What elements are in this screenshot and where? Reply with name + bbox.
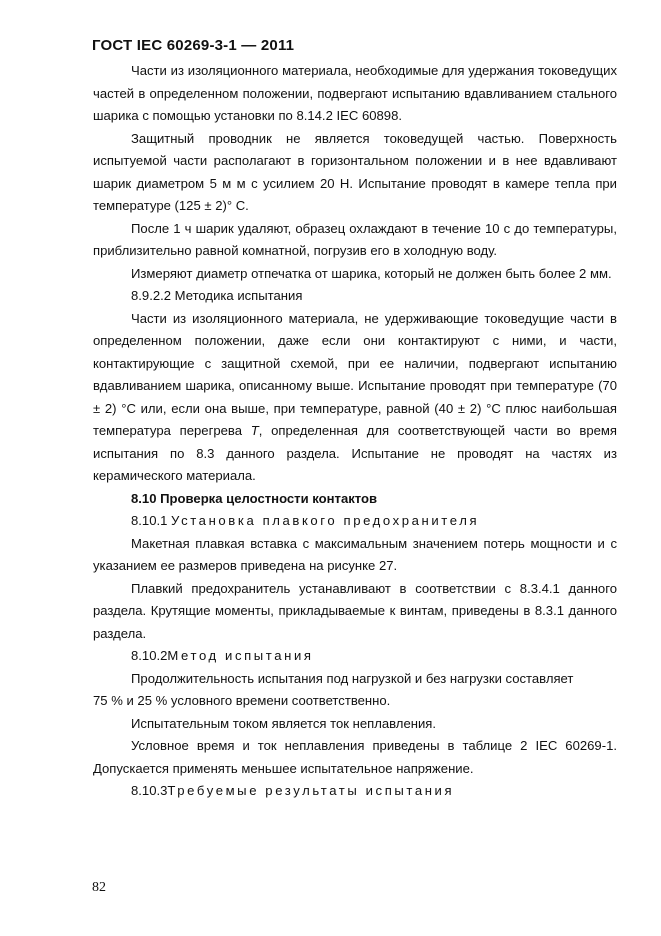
section-heading-8-9-2-2: 8.9.2.2 Методика испытания: [131, 288, 303, 303]
paragraph: Защитный проводник не является токоведущей частью. Поверхность испытуемой части располагают в горизонтальном положении и в нее вдавливают шарик диаметром 5 м м с усилием 20 Н. Испытание проводят в камере тепла при температуре (125 ± 2)° С.: [93, 130, 617, 213]
section-title: Метод испытания: [167, 648, 314, 663]
section-heading-8-10-2: [93, 645, 617, 668]
paragraph: Продолжительность испытания под нагрузкой и без нагрузки составляет: [131, 670, 574, 686]
section-number: 8.10.3: [131, 783, 168, 798]
section-heading-8-10: 8.10 Проверка целостности контактов: [131, 490, 378, 506]
document-body: [93, 60, 617, 803]
page-number: 82: [92, 880, 106, 895]
section-heading-8-10-3: [93, 780, 617, 803]
section-heading-8-10-1: [93, 510, 617, 533]
paragraph: Испытательным током является ток неплавления.: [131, 715, 436, 731]
symbol-t: T: [250, 423, 259, 438]
paragraph: Части из изоляционного материала, необходимые для удержания токоведущих частей в определенном положении, подвергают испытанию вдавливанием стального шарика с помощью установки по 8.14.2 IEC 60898.: [93, 63, 617, 123]
paragraph: 75 % и 25 % условного времени соответственно.: [93, 693, 391, 708]
paragraph: Измеряют диаметр отпечатка от шарика, который не должен быть более 2 мм.: [131, 265, 612, 281]
document-header: ГОСТ IEC 60269-3-1 — 2011: [92, 37, 295, 54]
paragraph: Макетная плавкая вставка с максимальным значением потерь мощности и с указанием ее размеров приведена на рисунке 27.: [93, 535, 617, 573]
paragraph-text: , определенная для соответствующей части во время испытания по 8.3 данного раздела. Испытание не проводят на частях из керамического материала.: [93, 423, 617, 483]
paragraph-text: Части из изоляционного материала, не удерживающие токоведущие части в определенном положении, даже если они контактируют с ними, и части, контактирующие с защитной схемой, при ее наличии, подвергают испытанию вдавливанием шарика, описанному выше. Испытание проводят при температуре (70 ± 2) °С или, если она выше, при температуре, равной (40 ± 2) °С плюс наибольшая температура перегрева: [93, 310, 617, 438]
paragraph: Условное время и ток неплавления приведены в таблице 2 IEC 60269-1. Допускается применять меньшее испытательное напряжение.: [93, 738, 617, 776]
section-number: 8.10.2: [131, 648, 168, 663]
paragraph: Плавкий предохранитель устанавливают в соответствии с 8.3.4.1 данного раздела. Крутящие моменты, прикладываемые к винтам, приведены в 8.3.1 данного раздела.: [93, 580, 617, 641]
paragraph: [93, 308, 617, 488]
section-title: Требуемые результаты испытания: [167, 783, 455, 798]
section-title: Установка плавкого предохранителя: [171, 513, 480, 528]
paragraph: После 1 ч шарик удаляют, образец охлаждают в течение 10 с до температуры, приблизительно равной комнатной, погрузив его в холодную воду.: [93, 220, 617, 258]
section-number: 8.10.1: [131, 513, 172, 528]
